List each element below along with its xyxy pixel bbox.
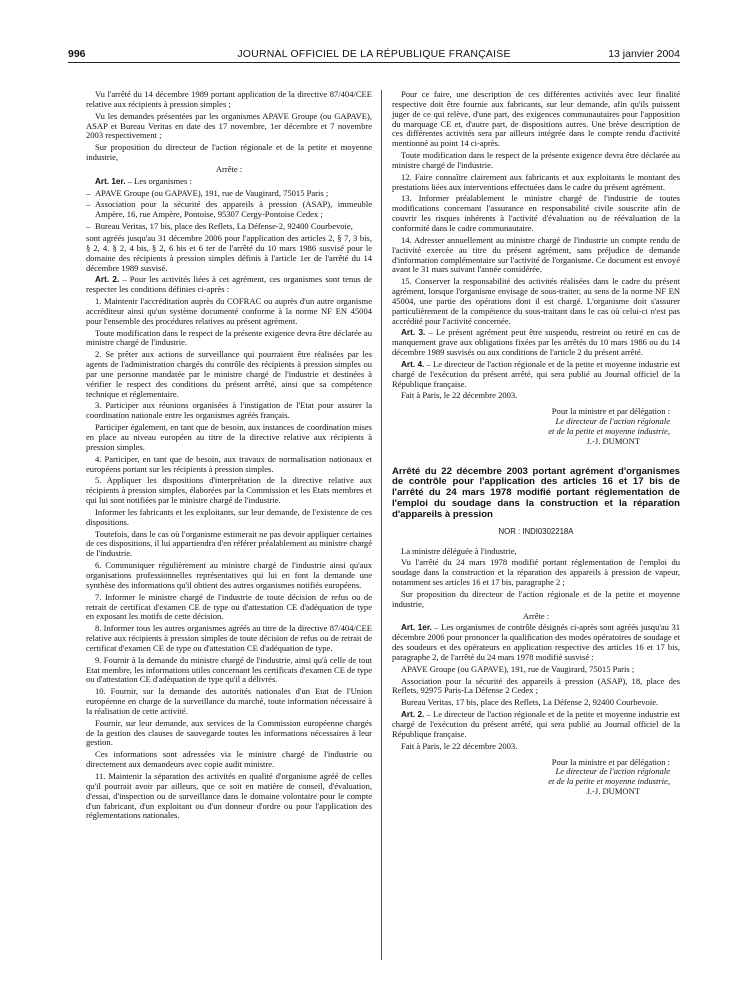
article-label: Art. 4.	[401, 359, 425, 369]
paragraph: Informer les fabricants et les exploitants, sur leur demande, de l'existence de ces dispositions.	[86, 506, 372, 527]
paragraph: Toute modification dans le respect de la présente exigence devra être déclarée au ministre chargé de l'industrie.	[86, 327, 372, 348]
paragraph: Toutefois, dans le cas où l'organisme estimerait ne pas devoir appliquer certaines de ces dispositions, il lui appartiendra d'en référer préalablement au ministre chargé de l'industrie.	[86, 528, 372, 559]
paragraph: 2. Se prêter aux actions de surveillance qui pourraient être réalisées par les agents de l'administration chargés du contrôle des récipients à pression simples ou par une personne mandatée par le ministre chargé de l'industrie et destinées à vérifier le respect des conditions du présent arrêté, ainsi que sa compétence technique et réglementaire.	[86, 349, 372, 399]
paragraph: 10. Fournir, sur la demande des autorités nationales d'un Etat de l'Union européenne en charge de la surveillance du marché, toute information nécessaire à la réalisation de cette activité.	[86, 686, 372, 716]
paragraph: Participer également, en tant que de besoin, aux instances de coordination mises en place au niveau européen au titre de la directive relative aux récipients à pression simples.	[86, 422, 372, 452]
article-4	[392, 360, 680, 390]
paragraph: 13. Informer préalablement le ministre chargé de l'industrie de toutes modifications concernant l'assurance en responsabilité civile souscrite afin de couvrir les risques inhérents à l'activité d'évaluation ou de réévaluation de la conformité dans le cadre communautaire.	[392, 193, 680, 233]
article-text: – Le directeur de l'action régionale et de la petite et moyenne industrie est chargé de l'exécution du présent arrêté, qui sera publié au Journal officiel de la République française.	[392, 709, 680, 739]
paragraph: Toute modification dans le respect de la présente exigence devra être déclarée au ministre chargé de l'industrie.	[392, 150, 680, 170]
paragraph: Sur proposition du directeur de l'action régionale et de la petite et moyenne industrie,	[86, 142, 372, 163]
column-divider	[381, 90, 382, 960]
signatory-name: J.-J. DUMONT	[586, 435, 640, 446]
article-2	[86, 275, 372, 295]
signature-line: et de la petite et moyenne industrie,	[548, 776, 670, 787]
paragraph: Vu les demandes présentées par les organismes APAVE Groupe (ou GAPAVE), ASAP et Bureau Veritas en date des 17 novembre, 1er décembre et 7 novembre 2003 respectivement ;	[86, 110, 372, 141]
done-at: Fait à Paris, le 22 décembre 2003.	[401, 390, 518, 401]
right-column	[392, 90, 680, 797]
signature-line: Pour la ministre et par délégation :	[551, 756, 670, 767]
signature-line: Le directeur de l'action régionale	[555, 766, 670, 777]
signatory-name: J.-J. DUMONT	[586, 786, 640, 797]
signature-block	[392, 758, 680, 797]
article-text: – Le directeur de l'action régionale et de la petite et moyenne industrie est chargé de l'exécution du présent arrêté, qui sera publié au Journal officiel de la République française.	[392, 358, 680, 389]
signature-line: Le directeur de l'action régionale	[555, 416, 670, 427]
paragraph: Association pour la sécurité des appareils à pression (ASAP), 18, place des Reflets, 92975 Paris-La Défense 2 Cedex ;	[392, 675, 680, 696]
list-item: – Bureau Veritas, 17 bis, place des Reflets, La Défense-2, 92400 Courbevoie,	[86, 222, 372, 232]
article-label: Art. 3.	[401, 328, 426, 338]
paragraph: Pour ce faire, une description de ces différentes activités avec leur finalité respective doit être fournie aux fabricants, sur leur demande, afin qu'ils puissent juger de ce qui relève, d'une part, des exigences communautaires pour l'apposition du marquage CE et, d'autre part, de dispositions autres. Une brève description de ces différentes activités sera par ailleurs intégrée dans le compte rendu d'activité mentionné au point 14 ci-après.	[392, 89, 680, 149]
paragraph: 4. Participer, en tant que de besoin, aux travaux de normalisation nationaux et européens portant sur les récipients à pression simples.	[86, 453, 372, 474]
arrete-heading: Arrête :	[215, 163, 243, 174]
signature-line: et de la petite et moyenne industrie,	[548, 426, 670, 436]
paragraph: Sur proposition du directeur de l'action régionale et de la petite et moyenne industrie,	[392, 588, 680, 609]
paragraph: APAVE Groupe (ou GAPAVE), 191, rue de Vaugirard, 75015 Paris ;	[401, 663, 635, 674]
paragraph: 12. Faire connaître clairement aux fabricants et aux exploitants le montant des prestations liées aux interventions effectuées dans le cadre du présent agrément.	[392, 171, 680, 192]
paragraph: 5. Appliquer les dispositions d'interprétation de la directive relative aux récipients à pression simples, élaborées par la Commission et les Etats membres et qui lui sont notifiées par le ministre chargé de l'industrie.	[86, 475, 372, 506]
issue-date: 13 janvier 2004	[608, 48, 680, 60]
paragraph: 15. Conserver la responsabilité des activités réalisées dans le cadre du présent agrément, lorsque l'organisme envisage de sous-traiter, au sens de la norme NF EN 45004, une partie des opérations dont il est chargé. L'organisme doit s'assurer particulièrement de la compétence du sous-traitant dans le cas où celui-ci n'est pas accrédité pour l'activité concernée.	[392, 276, 680, 326]
signature-block	[392, 407, 680, 446]
paragraph: 14. Adresser annuellement au ministre chargé de l'industrie un compte rendu de l'activité exercée au titre du présent agrément, sans préjudice de demande d'information complémentaire sur l'activité de l'organisme. Ce document est envoyé avant le 31 mars suivant l'année considérée.	[392, 234, 680, 275]
paragraph: 9. Fournir à la demande du ministre chargé de l'industrie, ainsi qu'à celle de tout Etat membre, les informations utiles concernant les certificats d'examen CE de type ou d'attestation CE d'adéquation de type qu'il a délivrés.	[86, 654, 372, 685]
article-text: – Le présent agrément peut être suspendu, restreint ou retiré en cas de manquement grave aux obligations fixées par les arrêtés du 10 mars 1986 ou du 14 décembre 1989 susvisés ou aux conditions de l'article 2 du présent arrêté.	[392, 327, 680, 358]
running-header	[68, 46, 680, 62]
header-rule	[68, 62, 680, 63]
paragraph: Ces informations sont adressées via le ministre chargé de l'industrie ou directement aux demandeurs avec copie audit ministre.	[86, 749, 372, 770]
article-3	[392, 328, 680, 358]
article-label: Art. 2.	[95, 275, 120, 285]
article-2	[392, 710, 680, 740]
left-column	[86, 90, 372, 823]
article-text: – Pour les activités liées à cet agrément, ces organismes sont tenus de respecter les conditions définies ci-après :	[86, 274, 372, 295]
article-1	[392, 623, 680, 662]
list-item: – APAVE Groupe (ou GAPAVE), 191, rue de Vaugirard, 75015 Paris ;	[86, 189, 372, 199]
paragraph: Vu l'arrêté du 14 décembre 1989 portant application de la directive 87/404/CEE relative aux récipients à pression simples ;	[86, 89, 372, 109]
page-number: 996	[68, 48, 86, 60]
done-at: Fait à Paris, le 22 décembre 2003.	[401, 740, 518, 751]
paragraph: sont agréés jusqu'au 31 décembre 2006 pour l'application des articles 2, § 7, 3 bis, § 2, 4. § 2, 4 bis, § 2, 6 bis et 6 ter de l'arrêté du 10 mars 1986 susvisé pour le domaine des récipients à pression simples définis à l'article 1er de l'arrêté du 14 décembre 1989 susvisé.	[86, 232, 372, 273]
nor-reference: NOR : INDI0302218A	[498, 526, 574, 536]
paragraph: 3. Participer aux réunions organisées à l'instigation de l'Etat pour assurer la coordination nationale entre les organismes agréés français.	[86, 400, 372, 421]
signature-line: Pour la ministre et par délégation :	[551, 406, 670, 417]
paragraph: Fournir, sur leur demande, aux services de la Commission européenne chargés de la gestion des clauses de sauvegarde toutes les informations nécessaires à leur gestion.	[86, 717, 372, 748]
article-text: – Les organismes de contrôle désignés ci-après sont agréés jusqu'au 31 décembre 2006 pour prononcer la qualification des modes opératoires de soudage et des soudeurs et des opérateurs en application respective des articles 16 et 17 bis, paragraphe 2, de l'arrêté du 24 mars 1978 modifié susvisé :	[392, 622, 680, 662]
article-label: Art. 1er.	[95, 176, 126, 186]
article-text: – Les organismes :	[127, 175, 192, 186]
paragraph: 7. Informer le ministre chargé de l'industrie de toute décision de refus ou de retrait de certificat d'examen CE de type ou d'attestation CE d'adéquation de type en exposant les motifs de cette décision.	[86, 591, 372, 622]
paragraph: 1. Maintenir l'accréditation auprès du COFRAC ou auprès d'un autre organisme accréditeur ainsi qu'un système documenté conforme à la norme NF EN 45004 pour l'ensemble des procédures relatives au présent agrément.	[86, 296, 372, 326]
journal-title: JOURNAL OFFICIEL DE LA RÉPUBLIQUE FRANÇAISE	[237, 48, 511, 60]
paragraph: 8. Informer tous les autres organismes agréés au titre de la directive 87/404/CEE relative aux récipients à pression simples de toute décision de refus ou de retrait de certificat d'examen CE de type ou d'attestation CE d'adéquation de type.	[86, 623, 372, 653]
paragraph: Bureau Veritas, 17 bis, place des Reflets, La Défense 2, 92400 Courbevoie.	[401, 697, 659, 708]
decree-title: Arrêté du 22 décembre 2003 portant agrément d'organismes de contrôle pour l'application des articles 16 et 17 bis de l'arrêté du 24 mars 1978 modifié portant réglementation de l'emploi du soudage dans la construction et la réparation d'appareils à pression	[392, 465, 680, 520]
paragraph: Vu l'arrêté du 24 mars 1978 modifié portant réglementation de l'emploi du soudage dans la construction et la réparation des appareils à pression de vapeur, notamment ses articles 16 et 17 bis, paragraphe 2 ;	[392, 557, 680, 588]
article-1	[86, 177, 372, 187]
paragraph: 11. Maintenir la séparation des activités en qualité d'organisme agréé de celles qu'il pourrait avoir par ailleurs, que ce soit en matière de conseil, d'évaluation, d'essai, d'inspection ou de surveillance dans le domaine volontaire pour le compte d'un fabricant, d'un exploitant ou d'un donneur d'ordre ou pour l'application des réglementations nationales.	[86, 771, 372, 821]
paragraph: 6. Communiquer régulièrement au ministre chargé de l'industrie ainsi qu'aux organisations professionnelles représentatives qui lui en font la demande une synthèse des informations qu'il obtient des autres organismes notifiés européens.	[86, 560, 372, 590]
article-label: Art. 1er.	[401, 623, 432, 633]
article-label: Art. 2.	[401, 710, 425, 720]
paragraph: La ministre déléguée à l'industrie,	[401, 545, 517, 556]
list-item: – Association pour la sécurité des appareils à pression (ASAP), immeuble Ampère, 16, rue Ampère, Pontoise, 95307 Cergy-Pontoise Cedex ;	[86, 200, 372, 220]
arrete-heading: Arrête :	[522, 610, 550, 621]
